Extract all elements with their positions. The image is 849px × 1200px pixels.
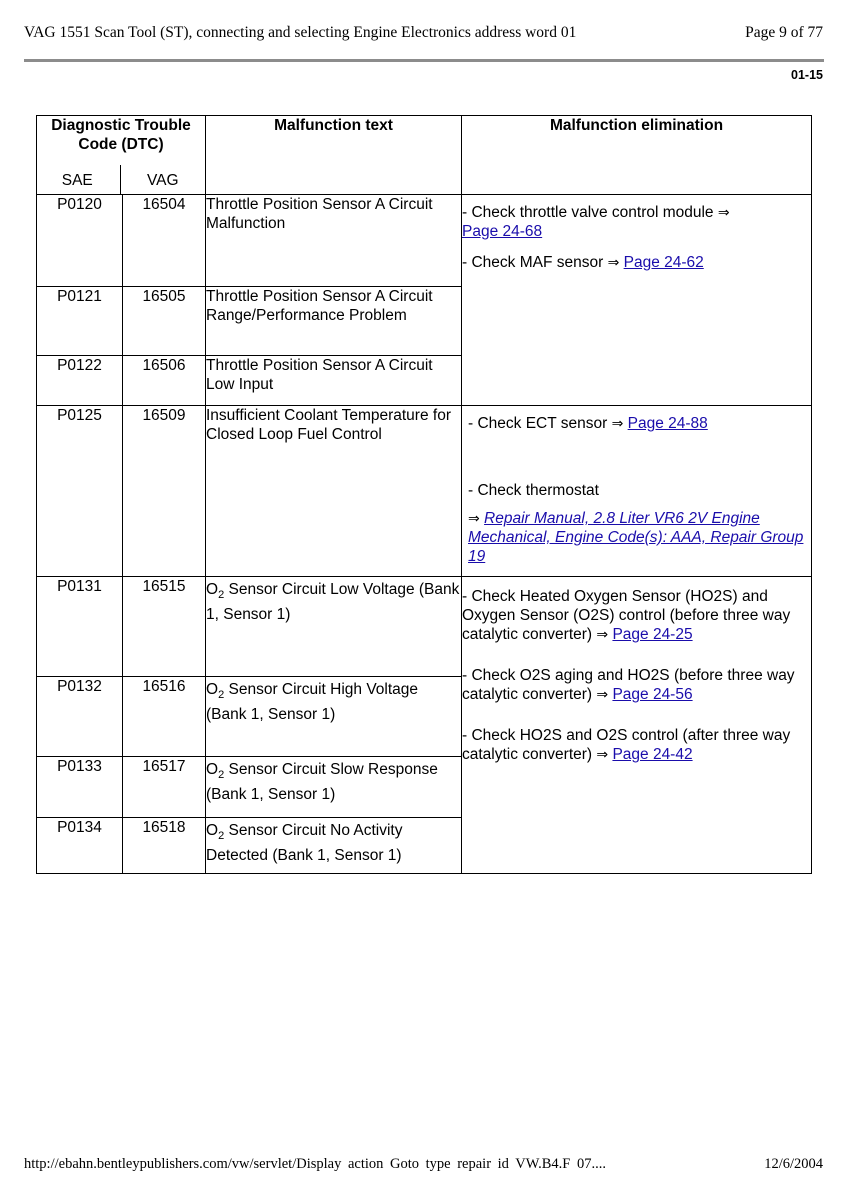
sae-code: P0122 (37, 356, 123, 406)
malfunction-text: $O_2$ Sensor Circuit No Activity Detected (Bank 1, Sensor 1) (206, 818, 462, 874)
sae-code: P0120 (37, 195, 123, 287)
table-row (37, 577, 812, 677)
vag-code: 16516 (123, 677, 206, 757)
dtc-subheader (37, 165, 205, 194)
footer-url: http://ebahn.bentleypublishers.com/vw/servlet/Display action Goto type repair id VW.B4.F 07.... (24, 1156, 606, 1172)
malfunction-text: Throttle Position Sensor A Circuit Range/Performance Problem (206, 287, 462, 356)
sae-header: SAE (35, 165, 121, 194)
elimination-item: - Check thermostat (468, 482, 599, 499)
vag-code: 16518 (123, 818, 206, 874)
arrow-right-icon: ⇒ (596, 746, 609, 762)
table-header-row (37, 116, 812, 195)
document-title: VAG 1551 Scan Tool (ST), connecting and selecting Engine Electronics address word 01 (24, 24, 577, 41)
table-row (37, 406, 812, 577)
arrow-right-icon: ⇒ (607, 254, 620, 270)
elimination-item (468, 509, 811, 566)
vag-header: VAG (146, 172, 179, 189)
vag-code: 16515 (123, 577, 206, 677)
table-row (37, 195, 812, 287)
vag-code: 16509 (123, 406, 206, 577)
elimination-cell (462, 195, 812, 406)
header-divider (24, 59, 824, 62)
elimination-item: - Check MAF sensor ⇒ Page 24-62 (462, 254, 704, 271)
dtc-header (37, 116, 206, 195)
footer-date: 12/6/2004 (764, 1156, 823, 1172)
malfunction-text: $O_2$ Sensor Circuit Low Voltage (Bank 1, Sensor 1) (206, 577, 462, 677)
page-link[interactable]: Page 24-62 (623, 254, 704, 271)
elimination-cell (462, 577, 812, 874)
page-number: Page 9 of 77 (745, 24, 823, 41)
section-number: 01-15 (791, 68, 823, 82)
malfunction-text: $O_2$ Sensor Circuit Slow Response (Bank 1, Sensor 1) (206, 757, 462, 818)
elimination-item: - Check O2S aging and HO2S (before three way catalytic converter) ⇒ Page 24-56 (462, 667, 795, 703)
sae-code: P0121 (37, 287, 123, 356)
dtc-header-label: Diagnostic Trouble Code (DTC) (51, 117, 191, 153)
page-link[interactable]: Page 24-25 (612, 626, 693, 643)
sae-code: P0133 (37, 757, 123, 818)
arrow-right-icon: ⇒ (468, 510, 480, 526)
dtc-table (36, 115, 812, 874)
malfunction-text: Throttle Position Sensor A Circuit Malfunction (206, 195, 462, 287)
malfunction-text: Insufficient Coolant Temperature for Closed Loop Fuel Control (206, 406, 462, 577)
vag-code: 16517 (123, 757, 206, 818)
page-link[interactable]: Page 24-56 (612, 686, 693, 703)
malfunction-text-header: Malfunction text (206, 116, 462, 195)
elimination-item: - Check ECT sensor ⇒ Page 24-88 (468, 415, 708, 432)
malfunction-text: $O_2$ Sensor Circuit High Voltage (Bank 1, Sensor 1) (206, 677, 462, 757)
elimination-cell (462, 406, 812, 577)
sae-code: P0125 (37, 406, 123, 577)
sae-code: P0132 (37, 677, 123, 757)
arrow-right-icon: ⇒ (717, 204, 730, 220)
page-link[interactable]: Page 24-88 (627, 415, 708, 432)
elimination-item: - Check throttle valve control module ⇒ Page 24-68 (462, 204, 730, 240)
vag-code: 16505 (123, 287, 206, 356)
arrow-right-icon: ⇒ (611, 415, 624, 431)
malfunction-text: Throttle Position Sensor A Circuit Low Input (206, 356, 462, 406)
elimination-item: - Check Heated Oxygen Sensor (HO2S) and Oxygen Sensor (O2S) control (before three way catalytic converter) ⇒ Page 24-25 (462, 588, 791, 643)
vag-code: 16506 (123, 356, 206, 406)
arrow-right-icon: ⇒ (596, 686, 609, 702)
sae-code: P0134 (37, 818, 123, 874)
page-link[interactable]: Page 24-42 (612, 746, 693, 763)
malfunction-elimination-header: Malfunction elimination (462, 116, 812, 195)
arrow-right-icon: ⇒ (596, 626, 609, 642)
page-link[interactable]: Page 24-68 (462, 223, 543, 240)
elimination-item: - Check HO2S and O2S control (after three way catalytic converter) ⇒ Page 24-42 (462, 727, 791, 763)
sae-code: P0131 (37, 577, 123, 677)
vag-code: 16504 (123, 195, 206, 287)
repair-manual-link[interactable]: Repair Manual, 2.8 Liter VR6 2V Engine Mechanical, Engine Code(s): AAA, Repair Group 19 (468, 510, 804, 565)
